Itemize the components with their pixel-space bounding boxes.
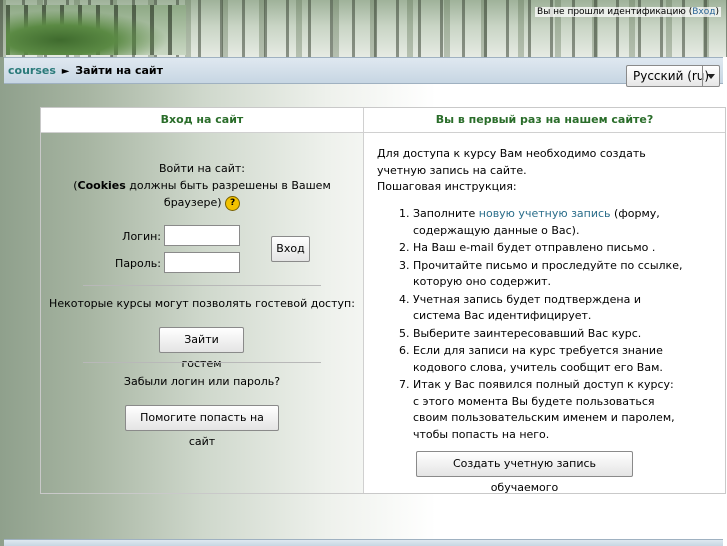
step1-text-line2: содержащую данные о Вас).: [413, 223, 580, 237]
step1-text: Заполните: [413, 207, 479, 220]
signup-intro-line2: учетную запись на сайте.: [377, 163, 527, 177]
breadcrumb-separator: ►: [61, 66, 70, 77]
step7-text-line4: чтобы попасть на него.: [413, 427, 550, 441]
signup-intro: [377, 146, 646, 196]
login-intro-line1: Войти на сайт:: [159, 162, 245, 175]
login-submit-button[interactable]: Вход: [271, 236, 310, 262]
login-intro-paren: (: [73, 179, 78, 192]
site-logo: [6, 5, 186, 55]
guest-login-button[interactable]: Зайти гостем: [159, 327, 244, 353]
list-item: [413, 258, 718, 291]
cookies-label: Cookies: [77, 179, 126, 192]
create-account-button[interactable]: Создать учетную запись обучаемого: [416, 451, 633, 477]
password-label: Пароль:: [115, 257, 161, 270]
step1-text-post: (форму,: [610, 207, 660, 220]
list-item: [413, 343, 718, 376]
new-account-link[interactable]: новую учетную запись: [478, 207, 611, 220]
help-icon[interactable]: ?: [225, 196, 240, 211]
password-input[interactable]: [164, 252, 240, 273]
breadcrumb-current: Зайти на сайт: [75, 64, 164, 77]
login-intro-line3-text: браузере): [163, 196, 222, 209]
signup-heading: Вы в первый раз на нашем сайте?: [364, 108, 725, 133]
language-select[interactable]: [626, 65, 720, 87]
step4-text: Учетная запись будет подтверждена и: [413, 292, 641, 306]
signup-column: [364, 133, 725, 493]
step7-text-line2: с этого момента Вы будете пользоваться: [413, 394, 655, 408]
login-intro: [41, 160, 363, 211]
signup-intro-line3: Пошаговая инструкция:: [377, 180, 517, 193]
username-input[interactable]: [164, 225, 240, 246]
login-link[interactable]: Вход: [692, 7, 716, 17]
divider: [83, 362, 321, 363]
signup-intro-line1: Для доступа к курсу Вам необходимо создать: [377, 147, 646, 160]
list-item: 5. Выберите заинтересовавший Вас курс.: [413, 326, 718, 343]
login-info: [535, 7, 721, 17]
step4-text-line2: система Вас идентифицирует.: [413, 309, 592, 322]
breadcrumb-home-link[interactable]: courses: [8, 64, 56, 77]
divider: [83, 285, 321, 286]
chevron-down-icon[interactable]: [702, 66, 719, 86]
login-form-column: [41, 133, 364, 493]
step6-text: Если для записи на курс требуется знание: [413, 344, 663, 357]
list-item: [413, 377, 718, 443]
list-item: [413, 292, 718, 325]
navigation-bar: [4, 57, 723, 84]
step3-text: Прочитайте письмо и проследуйте по ссылке,: [413, 258, 683, 272]
forgot-password-text: Забыли логин или пароль?: [123, 375, 281, 388]
breadcrumb: [8, 64, 163, 77]
step3-text-line2: которую оно содержит.: [413, 275, 552, 288]
signup-steps-list: [413, 206, 718, 443]
login-panel: [40, 107, 726, 494]
login-intro-rest: должны быть разрешены в Вашем: [125, 179, 331, 192]
list-item: 2. На Ваш e-mail будет отправлено письмо .: [413, 240, 718, 257]
step6-text-line2: кодового слова, учитель сообщит его Вам.: [413, 360, 663, 374]
list-item: [413, 206, 718, 239]
header-banner: [0, 0, 727, 57]
step7-text-line3: своим пользовательским именем и паролем,: [413, 411, 675, 424]
login-intro-line2: [41, 177, 363, 194]
login-intro-line3: [41, 194, 363, 211]
login-status-text: Вы не прошли идентификацию (: [537, 7, 693, 17]
language-selected-value: Русский (ru): [633, 69, 710, 83]
username-label: Логин:: [122, 230, 161, 243]
login-status-close: ): [715, 7, 719, 17]
forgot-password-button[interactable]: Помогите попасть на сайт: [125, 405, 279, 431]
step7-text: Итак у Вас появился полный доступ к курсу:: [413, 378, 674, 391]
guest-access-text: Некоторые курсы могут позволять гостевой доступ:: [49, 297, 355, 310]
login-heading: Вход на сайт: [41, 108, 364, 133]
